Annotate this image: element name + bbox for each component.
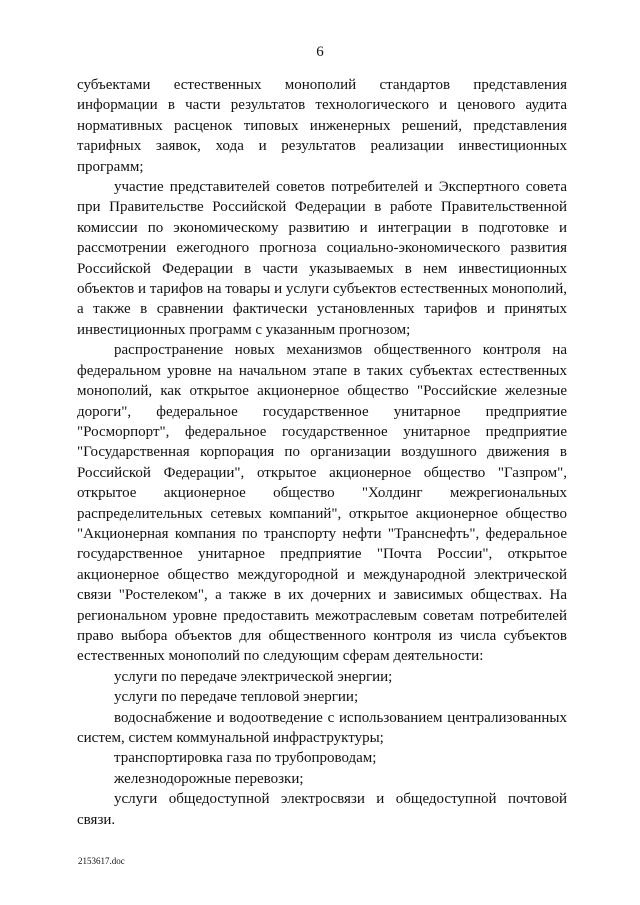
list-item: железнодорожные перевозки; xyxy=(114,770,304,787)
list-item: транспортировка газа по трубопроводам; xyxy=(114,750,377,767)
list-item: услуги общедоступной электросвязи и общедоступной почтовой связи. xyxy=(77,791,567,828)
list-item: водоснабжение и водоотведение с использованием централизованных систем, систем коммунальной инфраструктуры; xyxy=(77,709,567,746)
paragraph: субъектами естественных монополий стандартов представления информации в части результатов технологического и ценового аудита нормативных расценок типовых инженерных решений, представления тарифных заявок, хода и результатов реализации инвестиционных программ; xyxy=(77,77,567,175)
list-item: услуги по передаче электрической энергии; xyxy=(114,668,393,685)
document-body xyxy=(77,75,567,830)
paragraph: распространение новых механизмов общественного контроля на федеральном уровне на начальном этапе в таких субъектах естественных монополий, как открытое акционерное общество "Российские железные дороги", федеральное государственное унитарное предприятие "Росморпорт", федеральное государственное унитарное предприятие "Государственная корпорация по организации воздушного движения в Российской Федерации", открытое акционерное общество "Газпром", открытое акционерное общество "Холдинг межрегиональных распределительных сетевых компаний", открытое акционерное общество "Акционерная компания по транспорту нефти "Транснефть", федеральное государственное унитарное предприятие "Почта России", открытое акционерное общество междугородной и международной электрической связи "Ростелеком", а также в их дочерних и зависимых обществах. На региональном уровне предоставить межотраслевым советам потребителей право выбора объектов для общественного контроля из числа субъектов естественных монополий по следующим сферам деятельности: xyxy=(77,342,567,665)
list-item: услуги по передаче тепловой энергии; xyxy=(114,689,359,706)
footer-file-reference: 2153617.doc xyxy=(78,856,125,866)
paragraph: участие представителей советов потребителей и Экспертного совета при Правительстве Российской Федерации в работе Правительственной комиссии по экономическому развитию и интеграции в подготовке и рассмотрении ежегодного прогноза социально-экономического развития Российской Федерации в части указываемых в нем инвестиционных объектов и тарифов на товары и услуги субъектов естественных монополий, а также в сравнении фактически установленных тарифов и принятых инвестиционных программ с указанным прогнозом; xyxy=(77,179,567,338)
page-number: 6 xyxy=(316,44,324,60)
